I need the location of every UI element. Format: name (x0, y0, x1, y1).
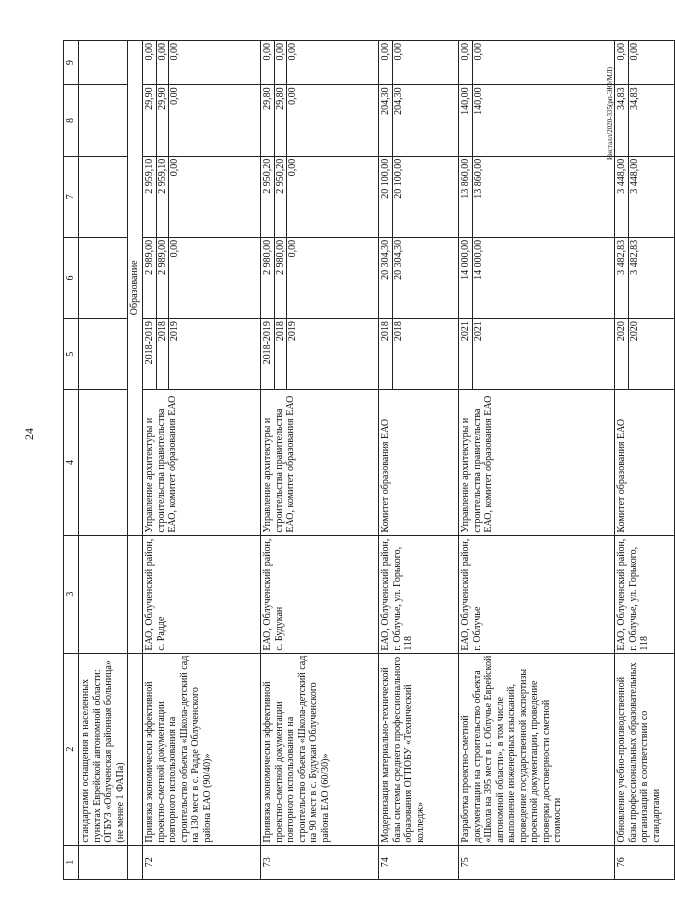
row-location: ЕАО, Облученский район, г. Облучье, ул. Горького, 118 (379, 535, 459, 653)
row-years (143, 319, 261, 390)
row-years-value: 2018 (392, 319, 405, 389)
row-years-value: 2018-2019 (262, 321, 273, 365)
row-responsible: Управление архитектуры и строительства правительства ЕАО, комитет образования ЕАО (261, 390, 379, 535)
row-other-value: 0,00 (616, 43, 627, 61)
row-other-value: 0,00 (472, 41, 485, 84)
row-name: Привязка экономически эффективной проектно-сметной документации повторного использования на строительство объекта «Школа-детский сад на 90 мест в с. Будукан Облученского района ЕАО (60/30)» (261, 653, 379, 845)
row-regional-value: 29,80 (274, 85, 287, 155)
header-row (64, 41, 79, 880)
row-responsible: Комитет образования ЕАО (379, 390, 459, 535)
row-federal (379, 156, 459, 237)
row-regional (459, 85, 615, 156)
row-federal-value: 0,00 (168, 157, 181, 237)
row-other-value: 0,00 (274, 41, 287, 84)
row-years-value: 2018-2019 (144, 321, 155, 365)
section-title: Образование (128, 41, 143, 536)
row-name: Привязка экономически эффективной проектно-сметной документации повторного использования на строительство объекта «Школа-детский сад на 130 мест в с. Радде Облученского района ЕАО (90/40)» (143, 653, 261, 845)
row-regional (379, 85, 459, 156)
row-federal-value: 13 860,00 (472, 157, 485, 237)
row-years-value: 2018 (156, 319, 169, 389)
col-header-1: 1 (64, 845, 79, 879)
col-header-5: 5 (64, 319, 79, 390)
row-total-value: 3 482,83 (616, 239, 627, 275)
row-years (615, 319, 675, 390)
row-federal-value: 2 950,20 (274, 157, 287, 237)
row-other-value: 0,00 (262, 43, 273, 61)
row-number: 76 (615, 845, 675, 879)
row-federal (615, 156, 675, 237)
row-number: 75 (459, 845, 615, 879)
row-total (261, 237, 379, 318)
row-federal (143, 156, 261, 237)
row-years-value: 2018 (380, 321, 391, 342)
row-total (143, 237, 261, 318)
document-stamp: Инсталл/2020-335(рп-ЭЮ/МЛ) (606, 67, 614, 160)
section-row (128, 41, 143, 880)
table-row (459, 41, 615, 880)
row-location: ЕАО, Облученский район, с. Будукан (261, 535, 379, 653)
row-regional (615, 85, 675, 156)
row-years-value: 2021 (460, 321, 471, 342)
col-header-4: 4 (64, 390, 79, 535)
row-total-value: 20 304,30 (380, 239, 391, 280)
table-body (143, 41, 675, 880)
row-years-value: 2019 (286, 319, 299, 389)
table-row (261, 41, 379, 880)
page-number: 24 (22, 428, 36, 440)
row-other (143, 41, 261, 85)
row-federal-value: 20 100,00 (380, 158, 391, 199)
row-regional-value: 0,00 (286, 85, 299, 155)
row-total-value: 20 304,30 (392, 238, 405, 318)
row-federal-value: 2 959,10 (156, 157, 169, 237)
row-years-value: 2020 (616, 321, 627, 342)
col-header-9: 9 (64, 41, 79, 85)
row-regional-value: 204,30 (380, 87, 391, 115)
col-header-2: 2 (64, 653, 79, 845)
row-name: Обновление учебно-производственной базы профессиональных образовательных организаций в соответствии со стандартами (615, 653, 675, 845)
row-number: 72 (143, 845, 261, 879)
row-regional-value: 140,00 (460, 87, 471, 115)
row-federal-value: 0,00 (286, 157, 299, 237)
row-responsible: Управление архитектуры и строительства правительства ЕАО, комитет образования ЕАО (143, 390, 261, 535)
row-total-value: 0,00 (168, 238, 181, 318)
table-row (143, 41, 261, 880)
row-other-value: 0,00 (168, 41, 181, 84)
col-header-3: 3 (64, 535, 79, 653)
row-other-value: 0,00 (144, 43, 155, 61)
row-federal (261, 156, 379, 237)
row-other-value: 0,00 (286, 41, 299, 84)
table-row (615, 41, 675, 880)
col-header-6: 6 (64, 237, 79, 318)
table-row-continued (79, 41, 128, 880)
row-regional-value: 34,83 (616, 87, 627, 110)
row-responsible: Комитет образования ЕАО (615, 390, 675, 535)
row-federal-value: 2 959,10 (144, 158, 155, 194)
row-regional-value: 0,00 (168, 85, 181, 155)
row-regional (261, 85, 379, 156)
row-total-value: 2 980,00 (262, 239, 273, 275)
row-location: ЕАО, Облученский район, с. Радде (143, 535, 261, 653)
row-regional-value: 140,00 (472, 85, 485, 155)
row-other (379, 41, 459, 85)
row-total (459, 237, 615, 318)
row-other-value: 0,00 (460, 43, 471, 61)
row-years-value: 2021 (472, 319, 485, 389)
row-location: ЕАО, Облученский район, г. Облучье (459, 535, 615, 653)
row-regional-value: 34,83 (628, 85, 641, 155)
col-header-7: 7 (64, 156, 79, 237)
row-name: Модернизация материально-технической базы системы среднего профессионального образования ОГПОБУ «Технический колледж» (379, 653, 459, 845)
row-years (379, 319, 459, 390)
row-other-value: 0,00 (628, 41, 641, 84)
row-location: ЕАО, Облученский район, г. Облучье, ул. Горького, 118 (615, 535, 675, 653)
row-other (615, 41, 675, 85)
row-years (261, 319, 379, 390)
row-other (261, 41, 379, 85)
row-total-value: 2 980,00 (274, 238, 287, 318)
row-federal-value: 13 860,00 (460, 158, 471, 199)
col-header-8: 8 (64, 85, 79, 156)
row-regional (143, 85, 261, 156)
row-federal-value: 20 100,00 (392, 157, 405, 237)
row-total-value: 3 482,83 (628, 238, 641, 318)
row-regional-value: 29,90 (144, 87, 155, 110)
row-number: 73 (261, 845, 379, 879)
program-table (63, 40, 675, 880)
row-years-value: 2020 (628, 319, 641, 389)
row-federal-value: 3 448,00 (616, 158, 627, 194)
row-total-value: 2 989,00 (144, 239, 155, 275)
row-other-value: 0,00 (380, 43, 391, 61)
row-other (459, 41, 615, 85)
row-years-value: 2018 (274, 319, 287, 389)
row-federal-value: 2 950,20 (262, 158, 273, 194)
row-total-value: 14 000,00 (460, 239, 471, 280)
row-years-value: 2019 (168, 319, 181, 389)
row-total (379, 237, 459, 318)
row-responsible: Управление архитектуры и строительства правительства ЕАО, комитет образования ЕАО (459, 390, 615, 535)
row-total-value: 14 000,00 (472, 238, 485, 318)
row-federal-value: 3 448,00 (628, 157, 641, 237)
row-regional-value: 29,90 (156, 85, 169, 155)
row-total-value: 2 989,00 (156, 238, 169, 318)
row-total (615, 237, 675, 318)
table-row (379, 41, 459, 880)
row-name: Разработка проектно-сметной документации на строительство объекта «Школа на 395 мест в г. Облучье Еврейской автономной области», в том числе выполнение инженерных изысканий, проведение государственной экспертизы проектной документации, проведение проверки достоверности сметной стоимости (459, 653, 615, 845)
row-other-value: 0,00 (156, 41, 169, 84)
row-regional-value: 29,80 (262, 87, 273, 110)
row-name: стандартами оснащения в населенных пунктах Еврейской автономной области: ОГБУЗ «Облученская районная больница» (не менее 1 ФАПа) (79, 653, 128, 845)
row-total-value: 0,00 (286, 238, 299, 318)
row-years (459, 319, 615, 390)
row-number: 74 (379, 845, 459, 879)
row-other-value: 0,00 (392, 41, 405, 84)
row-federal (459, 156, 615, 237)
row-regional-value: 204,30 (392, 85, 405, 155)
